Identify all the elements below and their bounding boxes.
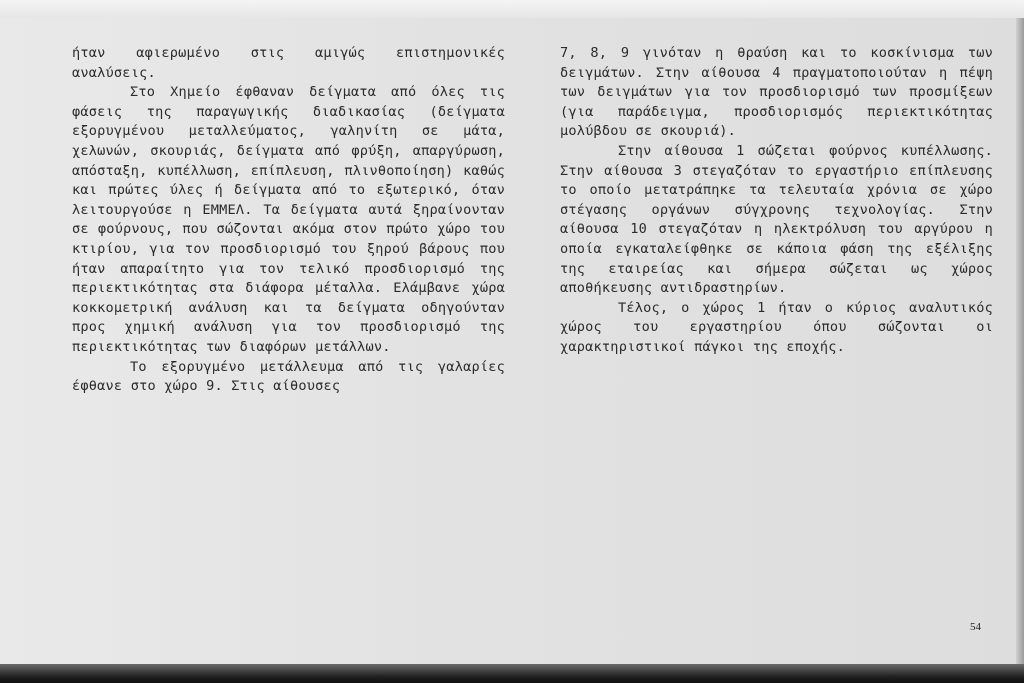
left-text-column bbox=[72, 44, 505, 397]
paragraph-chemistry-samples: Στο Χημείο έφθαναν δείγματα από όλες τις φάσεις της παραγωγικής διαδικασίας (δείγματα εξορυγμένου μεταλλεύματος, γαληνίτη σε μάτα, χελωνών, σκουριάς, δείγματα από φρύξη, απαργύρωση, απόσταξη, κυπέλλωση, επίπλευση, πλινθοποίηση) καθώς και πρώτες ύλες ή δείγματα από το εξωτερικό, όταν λειτουργούσε η ΕΜΜΕΛ. Τα δείγματα αυτά ξηραίνονταν σε φούρνους, που σώζονται ακόμα στον πρώτο χώρο του κτιρίου, για τον προσδιορισμό του ξηρού βάρους που ήταν απαραίτητο για τον τελικό προσδιορισμό της περιεκτικότητας στα διάφορα μέταλλα. Ελάμβανε χώρα κοκκομετρική ανάλυση και τα δείγματα οδηγούνταν προς χημική ανάλυση για τον προσδιορισμό της περιεκτικότητας των διαφόρων μετάλλων. bbox=[72, 84, 505, 355]
page-top-edge bbox=[0, 0, 1024, 18]
paragraph-continuation: ήταν αφιερωμένο στις αμιγώς επιστημονικές αναλύσεις. bbox=[72, 45, 505, 81]
page-number: 54 bbox=[970, 621, 981, 633]
paragraph-ore-arrival: Το εξορυγμένο μετάλλευμα από τις γαλαρίες έφθανε στο χώρο 9. Στις αίθουσες bbox=[72, 358, 505, 395]
paragraph-crushing-sieving: 7, 8, 9 γινόταν η θραύση και το κοσκίνισμα των δειγμάτων. Στην αίθουσα 4 πραγματοποιούταν η πέψη των δειγμάτων για τον προσδιορισμό των προσμίξεων (για παράδειγμα, προσδιορισμός περιεκτικότητας μολύβδου σε σκουριά). bbox=[560, 45, 993, 140]
paragraph-rooms: Στην αίθουσα 1 σώζεται φούρνος κυπέλλωσης. Στην αίθουσα 3 στεγαζόταν το εργαστήριο επίπλευσης το οποίο μετατράπηκε τα τελευταία χρόνια σε χώρο στέγασης οργάνων σύγχρονης τεχνολογίας. Στην αίθουσα 10 στεγαζόταν η ηλεκτρόλυση του αργύρου η οποία εγκαταλείφθηκε σε κάποια φάση της εξέλιξης της εταιρείας και σήμερα σώζεται ως χώρος αποθήκευσης αντιδραστηρίων. bbox=[560, 142, 993, 297]
page-bottom-shadow bbox=[0, 664, 1024, 683]
right-text-column bbox=[560, 44, 993, 358]
paragraph-main-room: Τέλος, ο χώρος 1 ήταν ο κύριος αναλυτικός χώρος του εργαστηρίου όπου σώζονται οι χαρακτηριστικοί πάγκοι της εποχής. bbox=[560, 299, 993, 355]
page-right-edge bbox=[1016, 18, 1024, 664]
